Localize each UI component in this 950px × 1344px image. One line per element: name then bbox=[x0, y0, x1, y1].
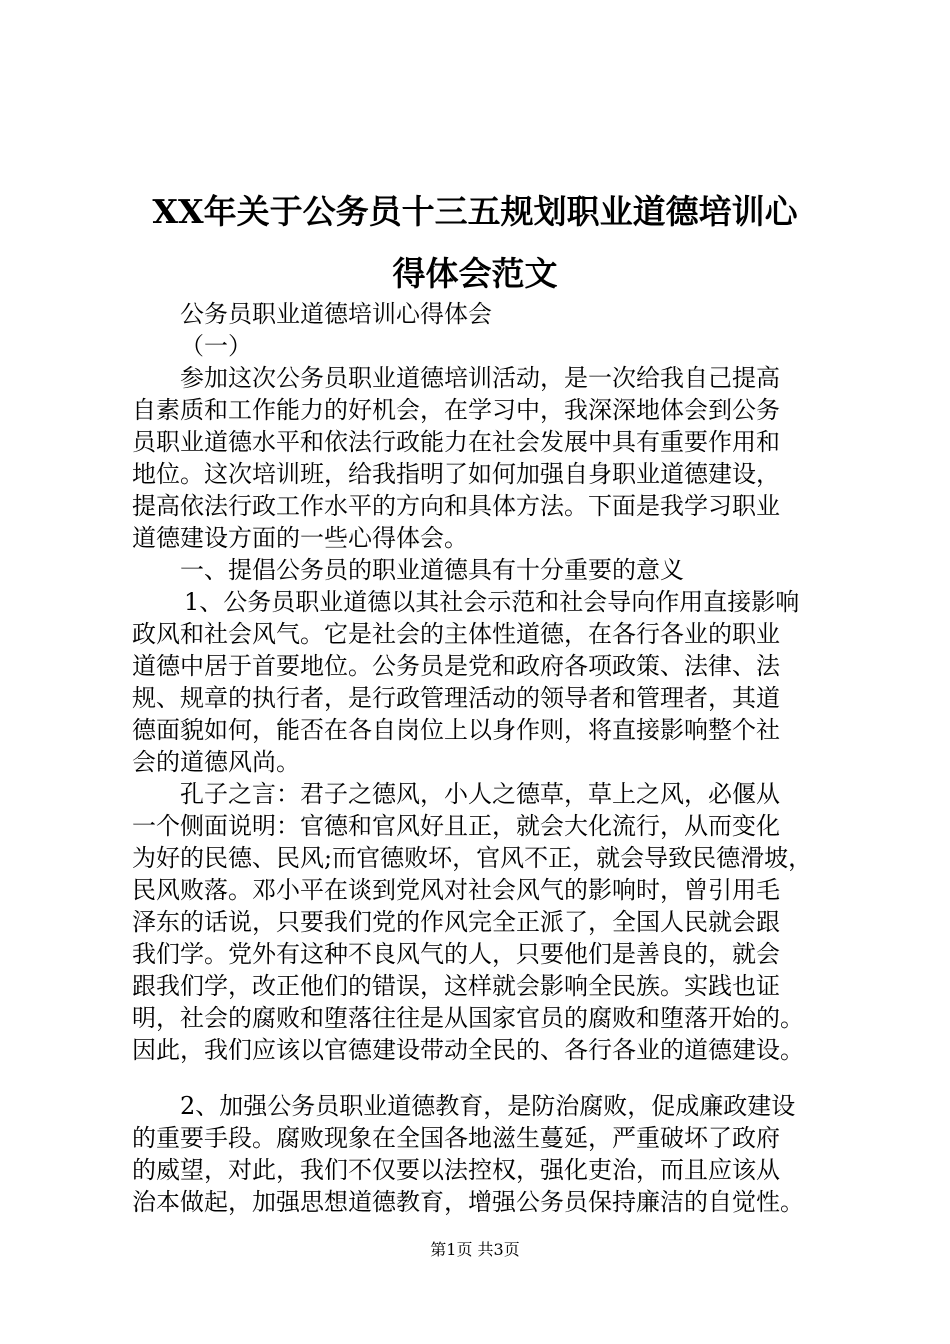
paragraph-spacer bbox=[132, 1066, 852, 1090]
paragraph-line: 一个侧面说明：官德和官风好且正，就会大化流行，从而变化 bbox=[132, 812, 780, 840]
paragraph-line: 会的道德风尚。 bbox=[132, 748, 300, 776]
paragraph-line: 道德中居于首要地位。公务员是党和政府各项政策、法律、法 bbox=[132, 652, 780, 680]
paragraph-line: 政风和社会风气。它是社会的主体性道德，在各行各业的职业 bbox=[132, 620, 780, 648]
paragraph-line: 提高依法行政工作水平的方向和具体方法。下面是我学习职业 bbox=[132, 492, 780, 520]
section-heading: 一、提倡公务员的职业道德具有十分重要的意义 bbox=[180, 556, 684, 584]
section-marker: （一） bbox=[180, 332, 252, 360]
paragraph-line: 自素质和工作能力的好机会，在学习中，我深深地体会到公务 bbox=[132, 396, 780, 424]
page-footer: 第1页 共3页 bbox=[430, 1240, 520, 1259]
paragraph-line: 的重要手段。腐败现象在全国各地滋生蔓延，严重破坏了政府 bbox=[132, 1124, 780, 1152]
paragraph-line: 泽东的话说，只要我们党的作风完全正派了，全国人民就会跟 bbox=[132, 908, 780, 936]
paragraph-line: 德面貌如何，能否在各自岗位上以身作则，将直接影响整个社 bbox=[132, 716, 780, 744]
paragraph-line: 规、规章的执行者，是行政管理活动的领导者和管理者，其道 bbox=[132, 684, 780, 712]
paragraph-line: 1、公务员职业道德以其社会示范和社会导向作用直接影响 bbox=[184, 588, 800, 616]
paragraph-line: 我们学。党外有这种不良风气的人，只要他们是善良的，就会 bbox=[132, 940, 780, 968]
document-title-line2: 得体会范文 bbox=[392, 254, 558, 293]
paragraph-line: 明，社会的腐败和堕落往往是从国家官员的腐败和堕落开始的。 bbox=[132, 1004, 804, 1032]
paragraph-line: 因此，我们应该以官德建设带动全民的、各行各业的道德建设。 bbox=[132, 1036, 804, 1064]
paragraph-line: 地位。这次培训班，给我指明了如何加强自身职业道德建设， bbox=[132, 460, 780, 488]
paragraph-line: 孔子之言：君子之德风，小人之德草，草上之风，必偃从 bbox=[180, 780, 780, 808]
paragraph-line: 跟我们学，改正他们的错误，这样就会影响全民族。实践也证 bbox=[132, 972, 780, 1000]
document-title-line1: XX年关于公务员十三五规划职业道德培训心 bbox=[152, 192, 798, 231]
paragraph-line: 2、加强公务员职业道德教育，是防治腐败，促成廉政建设 bbox=[180, 1092, 796, 1120]
paragraph-line: 参加这次公务员职业道德培训活动，是一次给我自己提高 bbox=[180, 364, 780, 392]
document-body bbox=[132, 298, 852, 1218]
paragraph-line: 治本做起，加强思想道德教育，增强公务员保持廉洁的自觉性。 bbox=[132, 1188, 804, 1216]
paragraph-line: 为好的民德、民风;而官德败坏，官风不正，就会导致民德滑坡， bbox=[132, 844, 813, 872]
paragraph-line: 的威望，对此，我们不仅要以法控权，强化吏治，而且应该从 bbox=[132, 1156, 780, 1184]
paragraph-line: 民风败落。邓小平在谈到党风对社会风气的影响时，曾引用毛 bbox=[132, 876, 780, 904]
paragraph-line: 员职业道德水平和依法行政能力在社会发展中具有重要作用和 bbox=[132, 428, 780, 456]
paragraph-line: 道德建设方面的一些心得体会。 bbox=[132, 524, 468, 552]
subtitle: 公务员职业道德培训心得体会 bbox=[180, 300, 492, 328]
